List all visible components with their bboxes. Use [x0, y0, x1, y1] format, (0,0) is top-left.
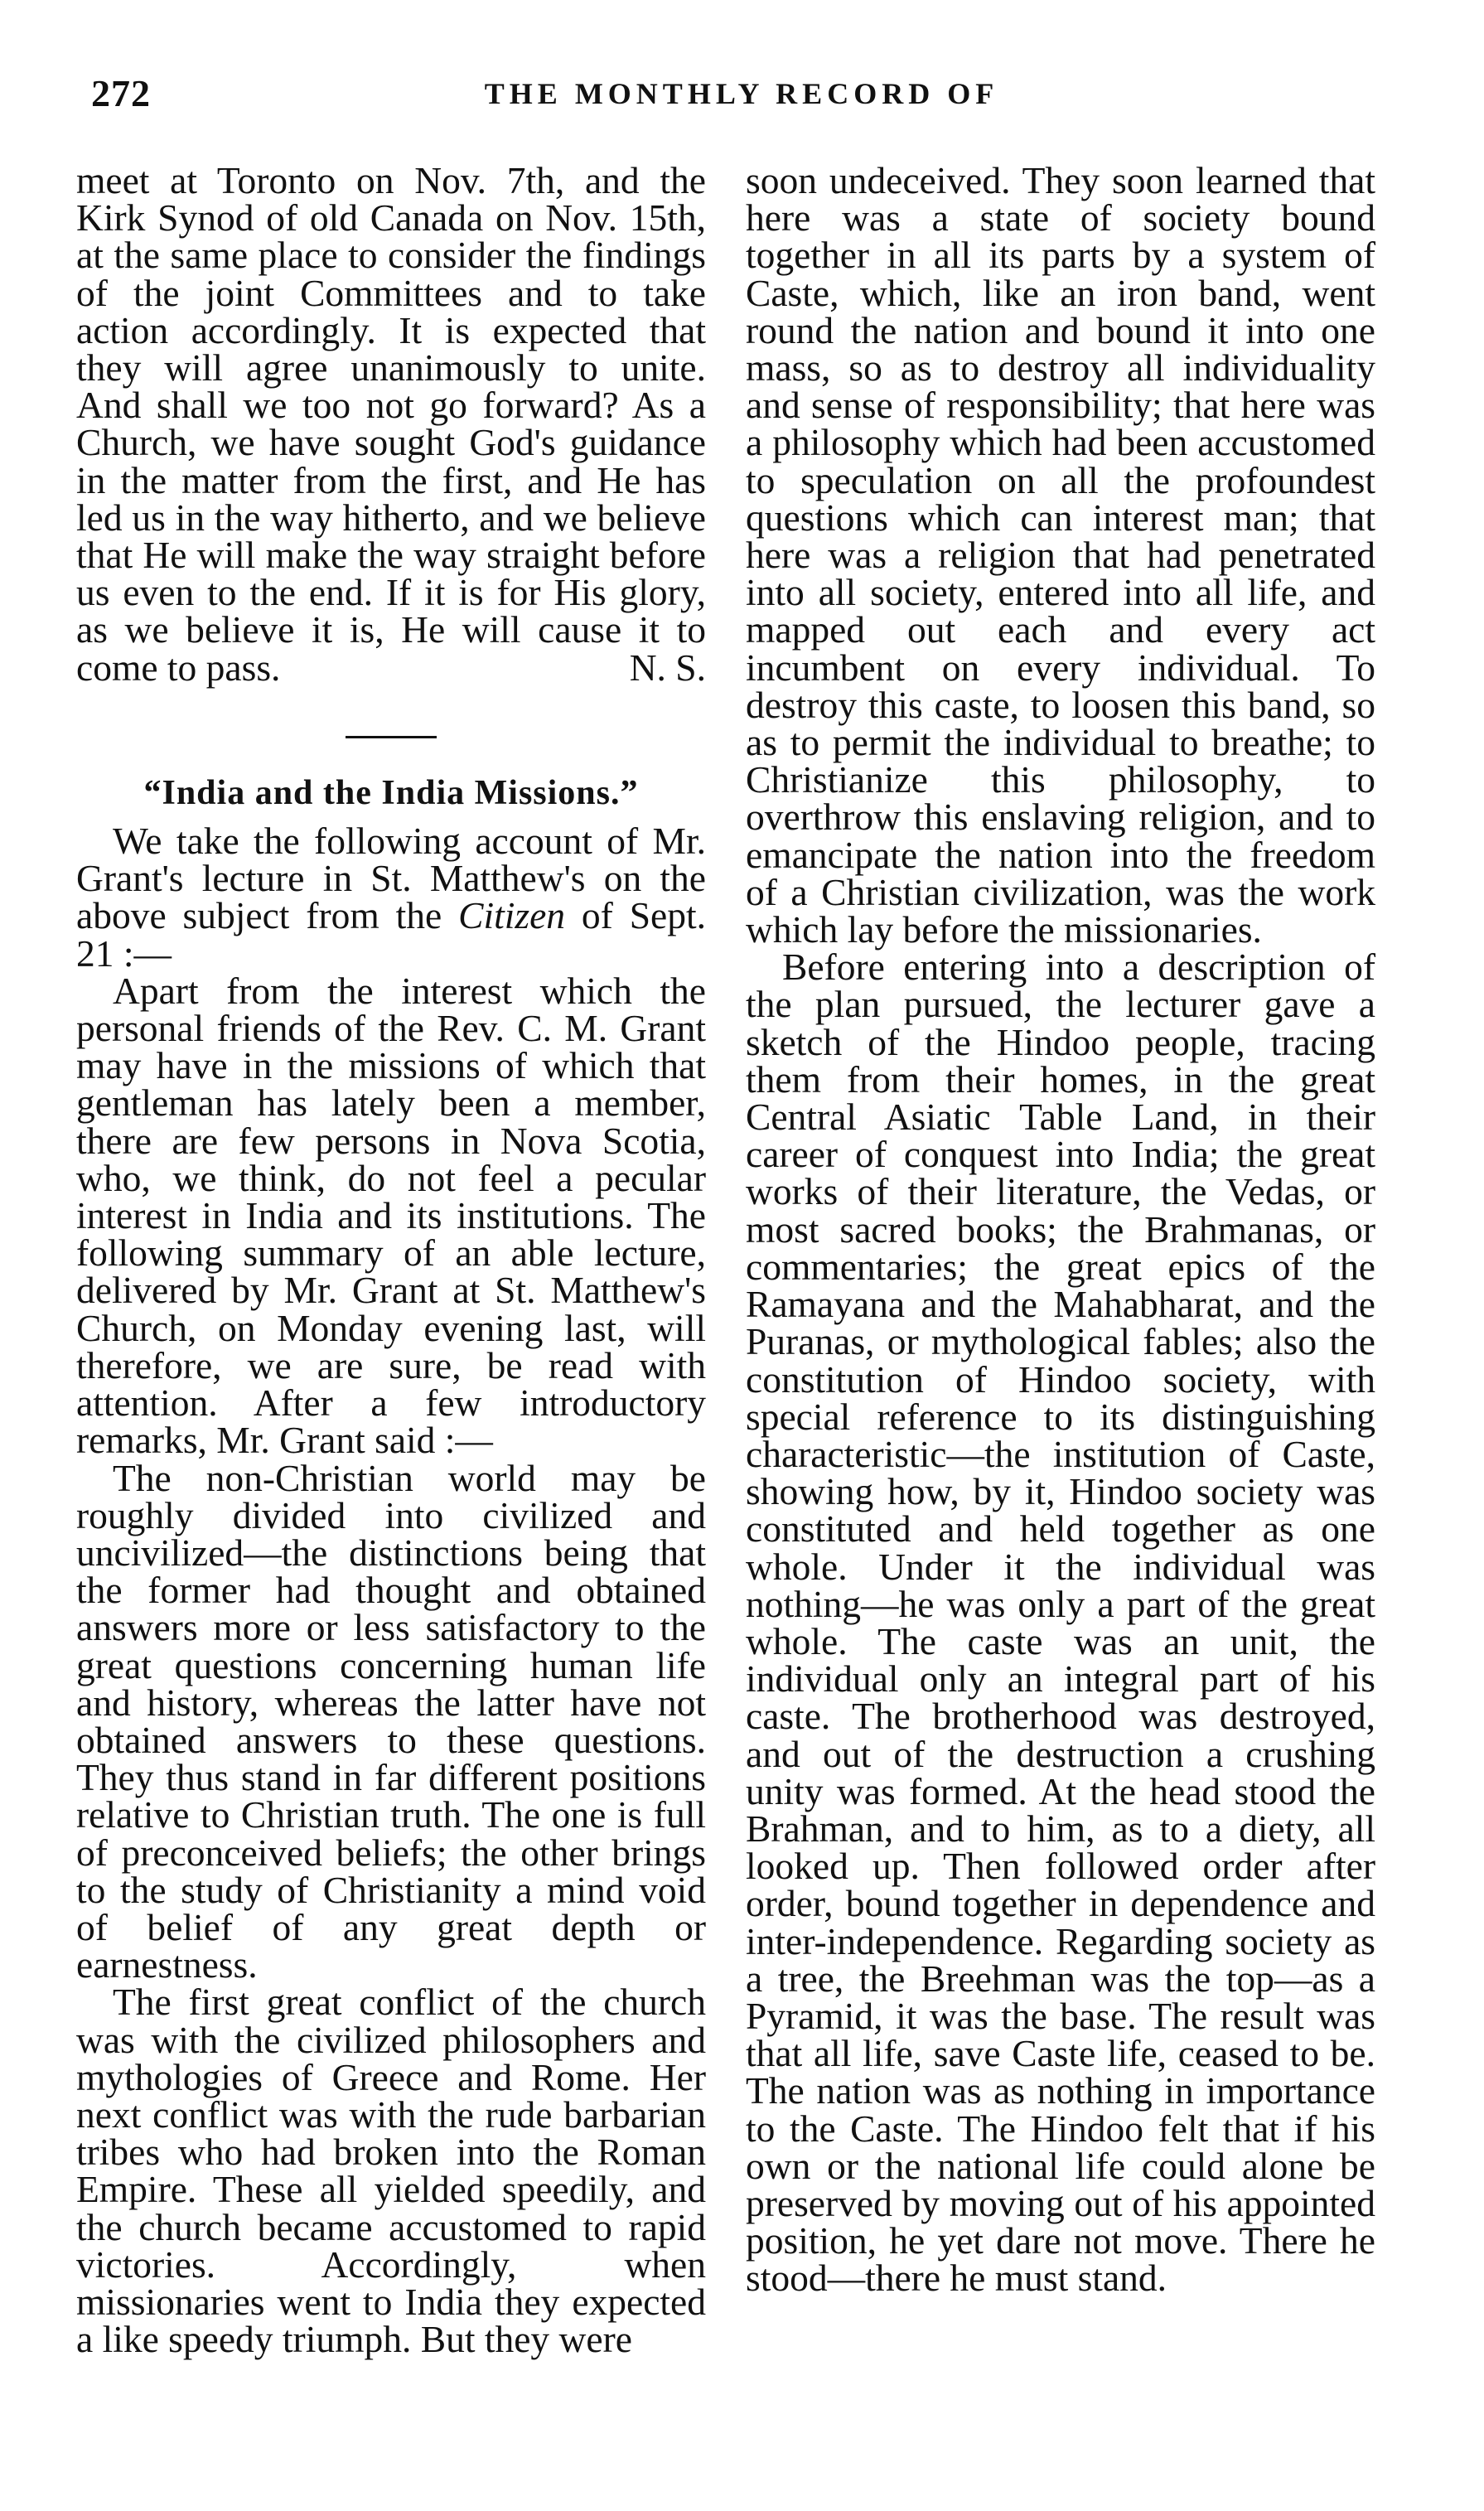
journal-title: THE MONTHLY RECORD OF [484, 77, 999, 110]
closing-paragraph [76, 159, 706, 689]
intro-citation: Citizen [458, 894, 566, 937]
intro-text-before: We take the following account of Mr. Grant's lecture in St. Matthew's on the above subject from the [76, 820, 706, 937]
page-number: 272 [91, 72, 151, 114]
article-intro [76, 820, 706, 975]
running-head [91, 71, 1392, 121]
body-paragraph: soon undeceived. They soon learned that here was a state of society bound together in all its parts by a system of Caste, which, like an iron band, went round the nation and bound it into one mass, so as to destroy all individuality and sense of responsibility; that here was a philosophy which had been accustomed to speculation on all the profoundest questions which can interest man; that here was a religion that had penetrated into all society, entered into all life, and mapped out each and every act incumbent on every individual. To destroy this caste, to loosen this band, so as to permit the individual to breathe; to Christianize this philosophy, to overthrow this enslaving religion, and to emancipate the nation into the freedom of a Christian civilization, was the work which lay before the missionaries. [746, 159, 1375, 951]
closing-paragraph-text: meet at Toronto on Nov. 7th, and the Kirk Synod of old Canada on Nov. 15th, at the same place to consider the findings of the joint Committees and to take action accordingly. It is expected that they will agree unanimously to unite. And shall we too not go forward? As a Church, we have sought God's guidance in the matter from the first, and He has led us in the way hitherto, and we believe that He will make the way straight before us even to the end. If it is for His glory, as we believe it is, He will cause it to come to pass. [76, 159, 706, 689]
author-initials: N. S. [629, 646, 706, 689]
intro-text-after: of Sept. 21 :— [76, 894, 706, 975]
body-paragraph: The non-Christian world may be roughly divided into civilized and uncivilized—the distinctions being that the former had thought and obtained answers more or less satisfactory to the great questions concerning human life and history, whereas the latter have not obtained answers to these questions. They thus stand in far different positions relative to Christian truth. The one is full of preconceived beliefs; the other brings to the study of Christianity a mind void of belief of any great depth or earnestness. [76, 1456, 706, 1986]
body-paragraph: Before entering into a description of the plan pursued, the lecturer gave a sketch of the Hindoo people, tracing them from their homes, in the great Central Asiatic Table Land, in their career of conquest into India; the great works of their literature, the Vedas, or most sacred books; the Brahmanas, or commentaries; the great epics of the Ramayana and the Mahabharat, and the Puranas, or mythological fables; also the constitution of Hindoo society, with special reference to its distinguishing characteristic—the institution of Caste, showing how, by it, Hindoo society was constituted and held together as one whole. Under it the individual was nothing—he was only a part of the great whole. The caste was an unit, the individual only an integral part of his caste. The brotherhood was destroyed, and out of the destruction a crushing unity was formed. At the head stood the Brahman, and to him, as to a diety, all looked up. Then followed order after order, bound together in dependence and inter-independence. Regarding society as a tree, the Breehman was the top—as a Pyramid, it was the base. The result was that all life, save Caste life, ceased to be. The nation was as nothing in importance to the Caste. The Hindoo felt that if his own or the national life could alone be preserved by moving out of his appointed position, he yet dare not move. There he stood—there he must stand. [746, 946, 1375, 2300]
left-column [76, 159, 706, 2361]
section-divider [346, 736, 437, 738]
body-paragraph: The first great conflict of the church was with the civilized philosophers and mythologies of Greece and Rome. Her next conflict was with the rude barbarian tribes who had broken into the Roman Empire. These all yielded speedily, and the church became accustomed to rapid victories. Accordingly, when missionaries went to India they expected a like speedy triumph. But they were [76, 1981, 706, 2361]
body-paragraph: Apart from the interest which the personal friends of the Rev. C. M. Grant may have in the missions of which that gentleman has lately been a member, there are few persons in Nova Scotia, who, we think, do not feel a pecular interest in India and its institutions. The following summary of an able lecture, delivered by Mr. Grant at St. Matthew's Church, on Monday evening last, will therefore, we are sure, be read with attention. After a few introductory remarks, Mr. Grant said :— [76, 969, 706, 1462]
article-title: “India and the India Missions.” [143, 773, 639, 812]
right-column [746, 159, 1375, 2300]
